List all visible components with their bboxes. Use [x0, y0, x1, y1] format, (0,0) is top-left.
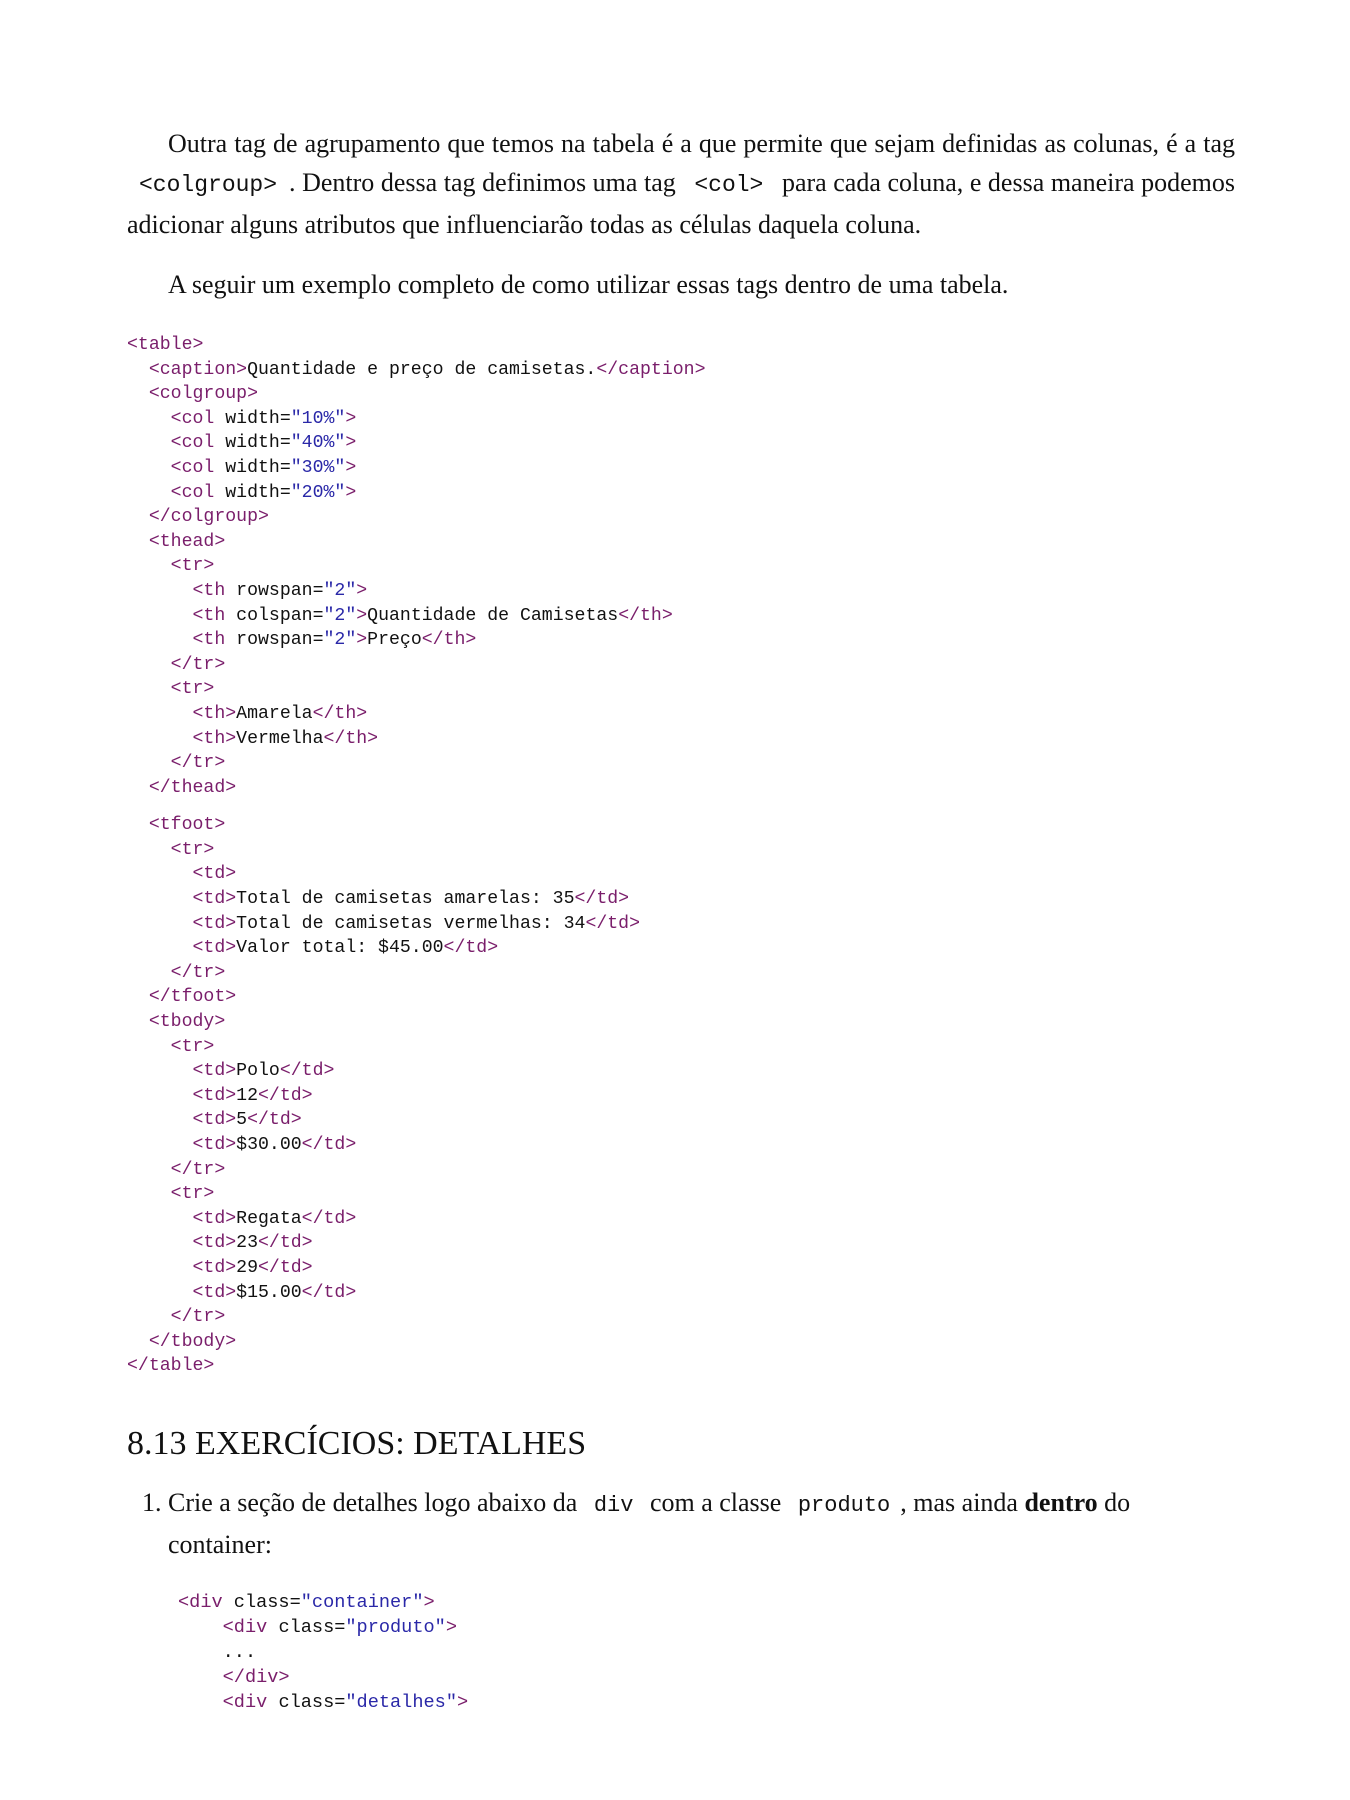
code-block-exercise: <div class="container"> <div class="produto"> ... </div> <div class="detalhes"> — [178, 1591, 469, 1713]
exercise-text: , mas ainda — [900, 1487, 1018, 1517]
exercise-item — [168, 1483, 1235, 1564]
paragraph-text: para cada coluna, e dessa maneira podemos adicionar alguns atributos que influenciarão todas as células daquela coluna. — [127, 168, 1235, 239]
paragraph-text: . Dentro dessa tag definimos uma tag — [289, 168, 676, 197]
paragraph-example-intro: A seguir um exemplo completo de como utilizar essas tags dentro de uma tabela. — [168, 270, 1009, 299]
code-block-table-continued: <tfoot> <tr> <td> <td>Total de camisetas amarelas: 35</td> <td>Total de camisetas vermelhas: 34</td> <td>Valor total: $45.00</td> </tr> </tfoot> <tbody> <tr> <td>Polo</td> <td>12</td> <td>5</td> <td>$30.00</td> </tr> <tr> <td>Regata</td> <td>23</td> <td>29</td> <td>$15.00</td> </tr> </tbody> </table> — [127, 815, 641, 1377]
exercise-text: do container: — [168, 1487, 1131, 1559]
code-block-table: <table> <caption>Quantidade e preço de camisetas.</caption> <colgroup> <col width="10%"> <col width="40%"> <col width="30%"> <col width="20%"> </colgroup> <thead> <tr> <th rowspan="2"> <th colspan="2">Quantidade de Camisetas</th> <th rowspan="2">Preço</th> </tr> <tr> <th>Amarela</th> <th>Vermelha</th> </tr> </thead> — [127, 335, 706, 798]
inline-code-div: div — [593, 1492, 634, 1518]
exercise-text: com a classe — [649, 1487, 782, 1517]
bold-word: dentro — [1024, 1487, 1098, 1517]
inline-code-colgroup: <colgroup> — [139, 172, 278, 198]
exercise-text: Crie a seção de detalhes logo abaixo da — [168, 1487, 578, 1517]
paragraph-colgroup — [127, 124, 1235, 244]
document-page — [127, 124, 1235, 1715]
exercise-list — [127, 1483, 1235, 1564]
paragraph-text: Outra tag de agrupamento que temos na tabela é a que permite que sejam definidas as colunas, é a tag — [168, 129, 1235, 158]
inline-code-col: <col> — [694, 172, 764, 198]
inline-code-produto: produto — [797, 1492, 891, 1518]
section-heading: 8.13 EXERCÍCIOS: DETALHES — [127, 1424, 587, 1462]
